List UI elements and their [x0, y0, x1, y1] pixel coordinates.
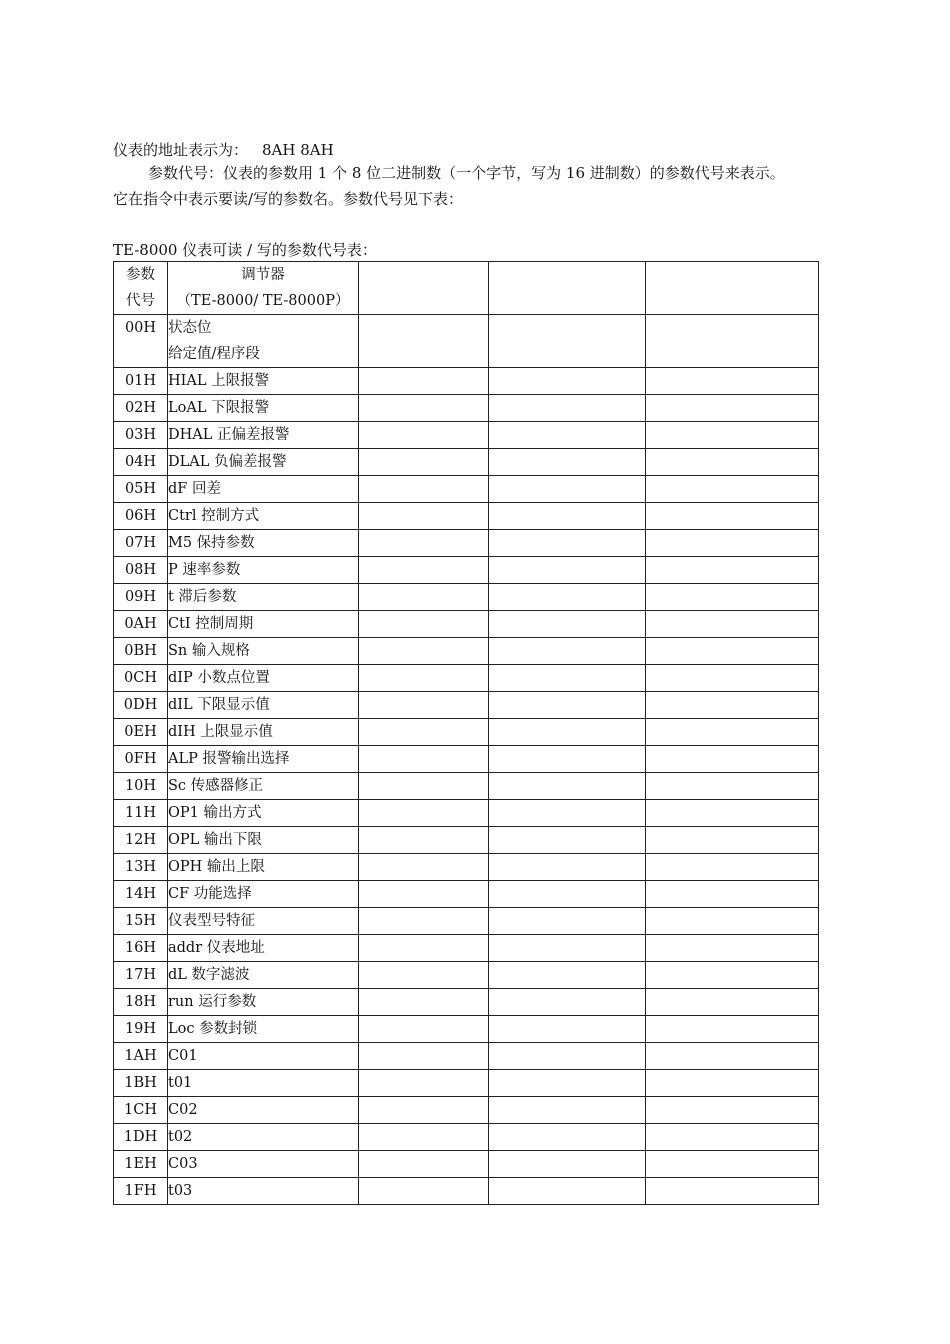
empty-cell [489, 989, 646, 1016]
address-value: 8AH 8AH [262, 141, 334, 159]
param-name: Sn 输入规格 [168, 638, 359, 665]
empty-cell [359, 368, 489, 395]
empty-cell [359, 315, 489, 368]
empty-cell [489, 1124, 646, 1151]
param-name: C01 [168, 1043, 359, 1070]
header-code-line-2: 代号 [126, 293, 155, 309]
empty-cell [646, 719, 819, 746]
param-code: 12H [114, 827, 168, 854]
table-row [114, 1124, 819, 1151]
table-row [114, 935, 819, 962]
parameter-code-table [113, 261, 819, 1205]
table-row [114, 395, 819, 422]
empty-cell [646, 665, 819, 692]
empty-cell [359, 1043, 489, 1070]
empty-cell [646, 746, 819, 773]
table-row [114, 1043, 819, 1070]
empty-cell [489, 746, 646, 773]
param-code: 06H [114, 503, 168, 530]
param-name: C03 [168, 1151, 359, 1178]
empty-cell [359, 908, 489, 935]
empty-cell [646, 1178, 819, 1205]
param-code: 1AH [114, 1043, 168, 1070]
param-code: 0AH [114, 611, 168, 638]
table-row [114, 638, 819, 665]
param-code: 18H [114, 989, 168, 1016]
table-row [114, 800, 819, 827]
empty-cell [646, 935, 819, 962]
empty-cell [489, 476, 646, 503]
param-name: dIL 下限显示值 [168, 692, 359, 719]
param-code: 02H [114, 395, 168, 422]
empty-cell [489, 1097, 646, 1124]
table-row [114, 422, 819, 449]
param-code: 13H [114, 854, 168, 881]
param-code: 1DH [114, 1124, 168, 1151]
empty-cell [646, 422, 819, 449]
empty-cell [646, 827, 819, 854]
empty-cell [359, 1178, 489, 1205]
empty-cell [646, 800, 819, 827]
table-row [114, 962, 819, 989]
table-row [114, 1097, 819, 1124]
param-name: t01 [168, 1070, 359, 1097]
table-row [114, 719, 819, 746]
empty-cell [359, 719, 489, 746]
param-code: 03H [114, 422, 168, 449]
empty-cell [359, 746, 489, 773]
empty-cell [646, 908, 819, 935]
empty-cell [359, 530, 489, 557]
empty-cell [646, 611, 819, 638]
empty-cell [359, 1016, 489, 1043]
table-row [114, 827, 819, 854]
empty-cell [489, 638, 646, 665]
param-name-line-2: 给定值/程序段 [168, 346, 260, 362]
empty-cell [489, 854, 646, 881]
empty-cell [359, 854, 489, 881]
table-row [114, 881, 819, 908]
param-name-line-1: 状态位 [168, 320, 212, 336]
empty-cell [489, 611, 646, 638]
empty-cell [489, 557, 646, 584]
empty-cell [489, 368, 646, 395]
empty-cell [489, 1016, 646, 1043]
table-row [114, 503, 819, 530]
param-name: M5 保持参数 [168, 530, 359, 557]
empty-cell [489, 800, 646, 827]
empty-cell [359, 989, 489, 1016]
empty-cell [359, 800, 489, 827]
empty-cell [646, 476, 819, 503]
header-code-cell [114, 262, 168, 315]
param-name: 仪表型号特征 [168, 908, 359, 935]
param-code: 00H [114, 315, 168, 368]
empty-cell [359, 773, 489, 800]
param-name: CtI 控制周期 [168, 611, 359, 638]
table-row [114, 557, 819, 584]
param-name: ALP 报警输出选择 [168, 746, 359, 773]
param-name: dIH 上限显示值 [168, 719, 359, 746]
header-name-line-1: 调节器 [241, 267, 285, 283]
table-row [114, 1151, 819, 1178]
param-name: OPH 输出上限 [168, 854, 359, 881]
empty-cell [489, 449, 646, 476]
empty-cell [359, 557, 489, 584]
empty-cell [359, 665, 489, 692]
param-code: 0CH [114, 665, 168, 692]
empty-cell [646, 989, 819, 1016]
empty-cell [489, 1043, 646, 1070]
param-name: t 滞后参数 [168, 584, 359, 611]
empty-cell [359, 503, 489, 530]
param-name: run 运行参数 [168, 989, 359, 1016]
empty-cell [646, 449, 819, 476]
empty-cell [646, 1151, 819, 1178]
empty-cell [359, 827, 489, 854]
param-name: DLAL 负偏差报警 [168, 449, 359, 476]
table-row [114, 1178, 819, 1205]
param-name: Loc 参数封锁 [168, 1016, 359, 1043]
empty-cell [359, 1151, 489, 1178]
empty-cell [489, 935, 646, 962]
empty-cell [489, 395, 646, 422]
param-name: DHAL 正偏差报警 [168, 422, 359, 449]
empty-cell [646, 530, 819, 557]
empty-cell [489, 1178, 646, 1205]
empty-cell [489, 422, 646, 449]
param-name: dF 回差 [168, 476, 359, 503]
empty-cell [489, 908, 646, 935]
table-row [114, 854, 819, 881]
empty-cell [489, 1151, 646, 1178]
table-row [114, 611, 819, 638]
table-row [114, 368, 819, 395]
param-name: OP1 输出方式 [168, 800, 359, 827]
table-row [114, 665, 819, 692]
empty-cell [646, 1097, 819, 1124]
param-name: Sc 传感器修正 [168, 773, 359, 800]
empty-cell [646, 1070, 819, 1097]
param-code: 1BH [114, 1070, 168, 1097]
empty-cell [359, 881, 489, 908]
empty-cell [646, 692, 819, 719]
empty-cell [359, 395, 489, 422]
empty-cell [646, 962, 819, 989]
param-code: 0DH [114, 692, 168, 719]
empty-cell [489, 773, 646, 800]
empty-cell [489, 530, 646, 557]
empty-cell [359, 584, 489, 611]
table-row [114, 692, 819, 719]
param-description-line-1: 参数代号：仪表的参数用 1 个 8 位二进制数（一个字节，写为 16 进制数）的参数代号来表示。 [148, 164, 785, 182]
empty-cell [489, 692, 646, 719]
param-code: 16H [114, 935, 168, 962]
param-code: 14H [114, 881, 168, 908]
param-code: 05H [114, 476, 168, 503]
empty-cell [646, 262, 819, 315]
empty-cell [646, 854, 819, 881]
param-code: 0EH [114, 719, 168, 746]
empty-cell [646, 773, 819, 800]
empty-cell [359, 262, 489, 315]
empty-cell [489, 1070, 646, 1097]
empty-cell [359, 935, 489, 962]
empty-cell [359, 638, 489, 665]
header-name-line-2: （TE-8000/ TE-8000P） [176, 293, 350, 309]
empty-cell [489, 719, 646, 746]
table-row [114, 476, 819, 503]
empty-cell [359, 1124, 489, 1151]
empty-cell [489, 665, 646, 692]
param-name: C02 [168, 1097, 359, 1124]
param-code: 17H [114, 962, 168, 989]
param-code: 1EH [114, 1151, 168, 1178]
empty-cell [359, 692, 489, 719]
empty-cell [489, 827, 646, 854]
table-row [114, 530, 819, 557]
empty-cell [359, 611, 489, 638]
header-name-cell [168, 262, 359, 315]
param-code: 07H [114, 530, 168, 557]
address-label: 仪表的地址表示为： [113, 141, 249, 159]
empty-cell [359, 962, 489, 989]
param-name: dL 数字滤波 [168, 962, 359, 989]
param-description-line-2: 它在指令中表示要读/写的参数名。参数代号见下表： [113, 190, 464, 208]
table-row [114, 1070, 819, 1097]
table-row [114, 908, 819, 935]
param-code: 19H [114, 1016, 168, 1043]
empty-cell [646, 1124, 819, 1151]
param-name: dIP 小数点位置 [168, 665, 359, 692]
table-row [114, 989, 819, 1016]
empty-cell [489, 584, 646, 611]
empty-cell [489, 503, 646, 530]
param-name: LoAL 下限报警 [168, 395, 359, 422]
param-code: 15H [114, 908, 168, 935]
empty-cell [489, 262, 646, 315]
header-code-line-1: 参数 [126, 267, 155, 283]
empty-cell [646, 395, 819, 422]
param-code: 08H [114, 557, 168, 584]
table-row [114, 315, 819, 368]
empty-cell [646, 315, 819, 368]
table-row [114, 449, 819, 476]
param-name: CF 功能选择 [168, 881, 359, 908]
param-name: OPL 输出下限 [168, 827, 359, 854]
param-code: 0FH [114, 746, 168, 773]
param-code: 10H [114, 773, 168, 800]
param-name: t02 [168, 1124, 359, 1151]
param-name: HIAL 上限报警 [168, 368, 359, 395]
empty-cell [646, 503, 819, 530]
param-name: P 速率参数 [168, 557, 359, 584]
empty-cell [646, 1043, 819, 1070]
param-code: 04H [114, 449, 168, 476]
empty-cell [489, 962, 646, 989]
empty-cell [359, 422, 489, 449]
empty-cell [646, 584, 819, 611]
param-code: 11H [114, 800, 168, 827]
param-name: t03 [168, 1178, 359, 1205]
empty-cell [646, 557, 819, 584]
empty-cell [359, 1097, 489, 1124]
empty-cell [359, 449, 489, 476]
table-row [114, 1016, 819, 1043]
empty-cell [489, 315, 646, 368]
empty-cell [489, 881, 646, 908]
param-code: 1CH [114, 1097, 168, 1124]
param-code: 09H [114, 584, 168, 611]
empty-cell [359, 1070, 489, 1097]
param-code: 1FH [114, 1178, 168, 1205]
empty-cell [646, 638, 819, 665]
param-name: addr 仪表地址 [168, 935, 359, 962]
empty-cell [646, 1016, 819, 1043]
table-caption: TE-8000 仪表可读 / 写的参数代号表： [113, 241, 377, 259]
table-row [114, 773, 819, 800]
empty-cell [359, 476, 489, 503]
table-row [114, 584, 819, 611]
table-row [114, 746, 819, 773]
param-code: 0BH [114, 638, 168, 665]
table-header-row [114, 262, 819, 315]
empty-cell [646, 881, 819, 908]
empty-cell [646, 368, 819, 395]
param-code: 01H [114, 368, 168, 395]
param-name-cell [168, 315, 359, 368]
param-name: Ctrl 控制方式 [168, 503, 359, 530]
